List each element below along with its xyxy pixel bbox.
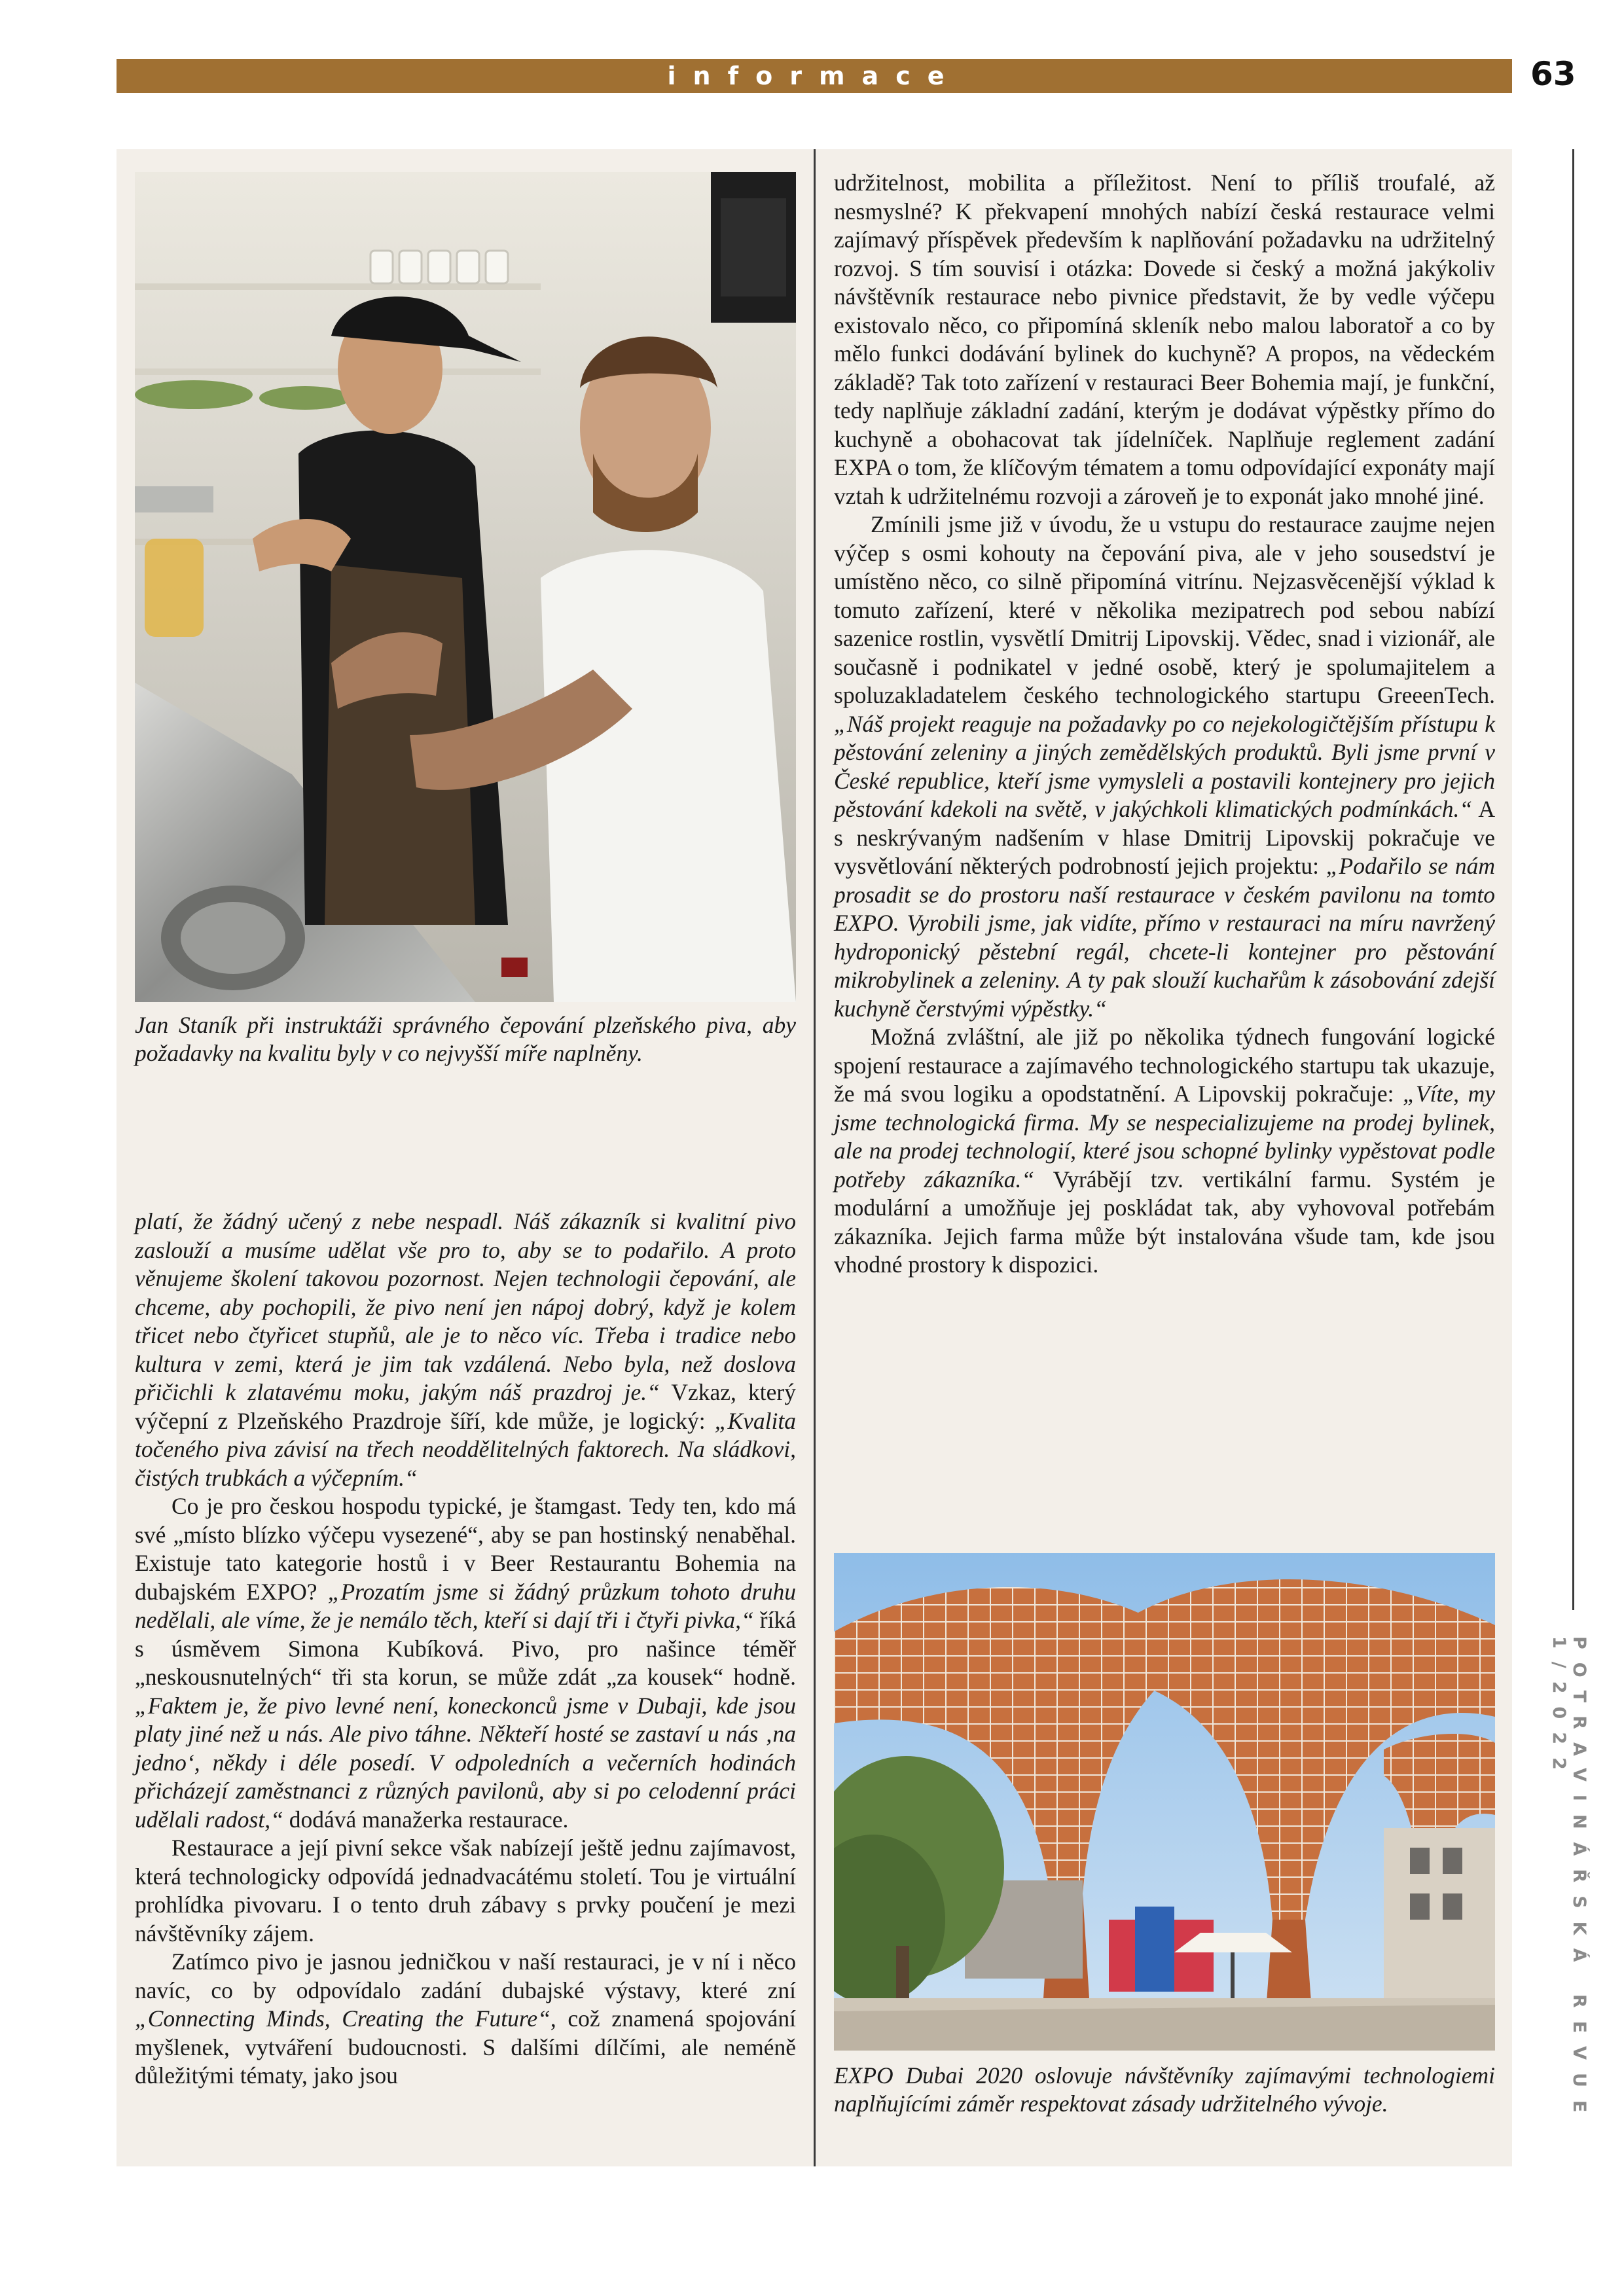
text-span: „Kvalita točeného piva závisí na třech neoddělitelných faktorech. Na sládkovi, čistých trubkách a výčepním.“: [135, 1407, 796, 1491]
text-span: „Náš projekt reaguje na požadavky po co nejekologičtějším přístupu k pěstování zeleniny a jiných zemědělských produktů. Byli jsme první v České republice, kteří jsme vymysleli a postavili kontejnery pro jejich pěstování kdekoli na světě, v jakýchkoli klimatických podmínkách.“: [834, 710, 1495, 822]
text-span: „Víte, my jsme technologická firma. My se nespecializujeme na prodej bylinek, ale na prodej technologií, které jsou schopné bylinky vypěstovat podle potřeby zákazníka.“: [834, 1081, 1495, 1193]
article-column-right: [834, 169, 1495, 1280]
text-span: Vyrábějí tzv. vertikální farmu. Systém je modulární a umožňuje jej poskládat tak, aby vyhovoval potřebám zákazníka. Jejich farma může být instalována všude tam, kde jsou vhodné prostory k dispozici.: [834, 1166, 1495, 1278]
text-span: „Podařilo se nám prosadit se do prostoru naší restaurace v českém pavilonu na tomto EXPO. Vyrobili jsme, jak vidíte, přímo v restauraci na míru navržený hydroponický pěstební regál, chcete-li kontejner pro pěstování mikrobylinek a zeleniny. A ty pak slouží kuchařům k zásobování zdejší kuchyně čerstvými výpěstky.“: [834, 853, 1495, 1022]
photo-caption-expo: EXPO Dubai 2020 oslovuje návštěvníky zajímavými technologiemi naplňujícími záměr respektovat zásady udržitelného vývoje.: [834, 2062, 1495, 2117]
text-span: Zatímco pivo je jasnou jedničkou v naší restauraci, je v ní i něco navíc, co by odpovídalo zadání dubajské výstavy, které zní: [135, 1948, 796, 2003]
paragraph: [135, 1948, 796, 2090]
text-span: „Prozatím jsme si žádný průzkum tohoto druhu nedělali, ale víme, že je nemálo těch, kteří si dají tři i čtyři pivka,“: [135, 1578, 796, 1633]
text-span: platí, že žádný učený z nebe nespadl. Náš zákazník si kvalitní pivo zaslouží a musíme udělat vše pro to, aby se to podařilo. A proto věnujeme školení takovou pozornost. Nejen technologii čepování, ale chceme, aby pochopili, že pivo není jen nápoj dobrý, když je kolem třicet nebo čtyřicet stupňů, ale je to něco víc. Třeba i tradice nebo kultura v zemi, která je jim tak vzdálená. Nebo byla, než doslova přičichli k zlatavému moku, jakým náš prazdroj je.“: [135, 1208, 796, 1405]
photo-beer-tapping: [135, 172, 796, 1002]
section-title: informace: [667, 62, 962, 90]
text-span: Možná zvláštní, ale již po několika týdnech fungování logické spojení restaurace a zajímavého technologického startupu tak ukazuje, že má svou logiku a opodstatnění. A Lipovskij pokračuje:: [834, 1024, 1495, 1107]
text-span: A s neskrývaným nadšením v hlase Dmitrij Lipovskij pokračuje ve vysvětlování některých podrobností jejich projektu:: [834, 796, 1495, 879]
text-span: říká s úsměvem Simona Kubíková. Pivo, pro našince téměř „neskousnutelných“ tři sta korun, se může zdát „za kousek“ hodně.: [135, 1607, 796, 1690]
text-span: , což znamená spojování myšlenek, vytváření budoucnosti. S dalšími dílčími, ale neméně důležitými tématy, jako jsou: [135, 2005, 796, 2089]
paragraph: [834, 1023, 1495, 1280]
paragraph: [834, 511, 1495, 1023]
column-divider: [814, 149, 816, 2166]
photo-expo-canopy-illustration: [834, 1553, 1495, 2051]
paragraph: [834, 169, 1495, 511]
text-span: Restaurace a její pivní sekce však nabízejí ještě jednu zajímavost, která technologicky odpovídá jednadvacátému století. Tou je virtuální prohlídka pivovaru. I o tento druh zábavy s prvky poučení je mezi návštěvníky zájem.: [135, 1835, 796, 1946]
text-span: „Faktem je, že pivo levné není, koneckonců jsme v Dubaji, kde jsou platy jiné než u nás. Ale pivo táhne. Někteří hosté se zastaví u nás ‚na jedno‘, někdy i déle posedí. V odpoledních a večerních hodinách přicházejí zaměstnanci z různých pavilonů, aby si po celodenní práci udělali radost,“: [135, 1692, 796, 1833]
text-span: „Connecting Minds, Creating the Future“: [135, 2005, 550, 2032]
paragraph: [135, 1208, 796, 1492]
side-rule: [1572, 149, 1574, 1610]
text-span: udržitelnost, mobilita a příležitost. Není to příliš troufalé, až nesmyslné? K překvapení mnohých nabízí česká restaurace velmi zajímavý příspěvek především k naplňování požadavku na udržitelný rozvoj. S tím souvisí i otázka: Dovede si český a možná jakýkoliv návštěvník restaurace nebo pivnice představit, že by vedle výčepu existovalo něco, co připomíná skleník nebo malou laboratoř a co by mělo funkci dodávání bylinek do kuchyně? A propos, na vědeckém základě? Tak toto zařízení v restauraci Beer Bohemia mají, je funkční, tedy naplňuje základní zadání, kterým je dodávat výpěstky přímo do kuchyně a obohacovat tak jídelníček. Naplňuje reglement zadání EXPA o tom, že klíčovým tématem a tomu odpovídající exponáty mají vztah k udržitelnému rozvoji a zároveň je to exponát jako mnohé jiné.: [834, 170, 1495, 509]
paragraph: [135, 1834, 796, 1948]
photo-beer-tapping-illustration: [135, 172, 796, 1002]
photo-expo-canopy: [834, 1553, 1495, 2051]
publication-name: POTRAVINÁŘSKÁ REVUE 1/2022: [1549, 1636, 1589, 2126]
article-column-left: [135, 1208, 796, 2090]
section-header-bar: [117, 59, 1512, 93]
text-span: Zmínili jsme již v úvodu, že u vstupu do restaurace zaujme nejen výčep s osmi kohouty na čepování piva, ale v jeho sousedství je umístěno něco, co silně připomíná vitrínu. Nejzasvěcenější výklad k tomuto zařízení, které v několika mezipatrech pod sebou nabízí sazenice rostlin, vysvětlí Dmitrij Lipovskij. Vědec, snad i vizionář, ale současně i podnikatel v jedné osobě, který je spolumajitelem a spoluzakladatelem českého technologického startupu GreeenTech.: [834, 511, 1495, 708]
paragraph: [135, 1492, 796, 1834]
page-number: 63: [1530, 55, 1576, 93]
photo-caption-beer-tapping: Jan Staník při instruktáži správného čepování plzeňského piva, aby požadavky na kvalitu byly v co nejvyšší míře naplněny.: [135, 1012, 796, 1066]
text-span: dodává manažerka restaurace.: [283, 1806, 569, 1833]
text-span: Co je pro českou hospodu typické, je štamgast. Tedy ten, kdo má své „místo blízko výčepu vysezené“, aby se pan hostinský nenaběhal. Existuje tato kategorie hostů i v Beer Restaurantu Bohemia na dubajském EXPO?: [135, 1493, 796, 1605]
text-span: Vzkaz, který výčepní z Plzeňského Prazdroje šíří, kde může, je logický:: [135, 1379, 796, 1434]
